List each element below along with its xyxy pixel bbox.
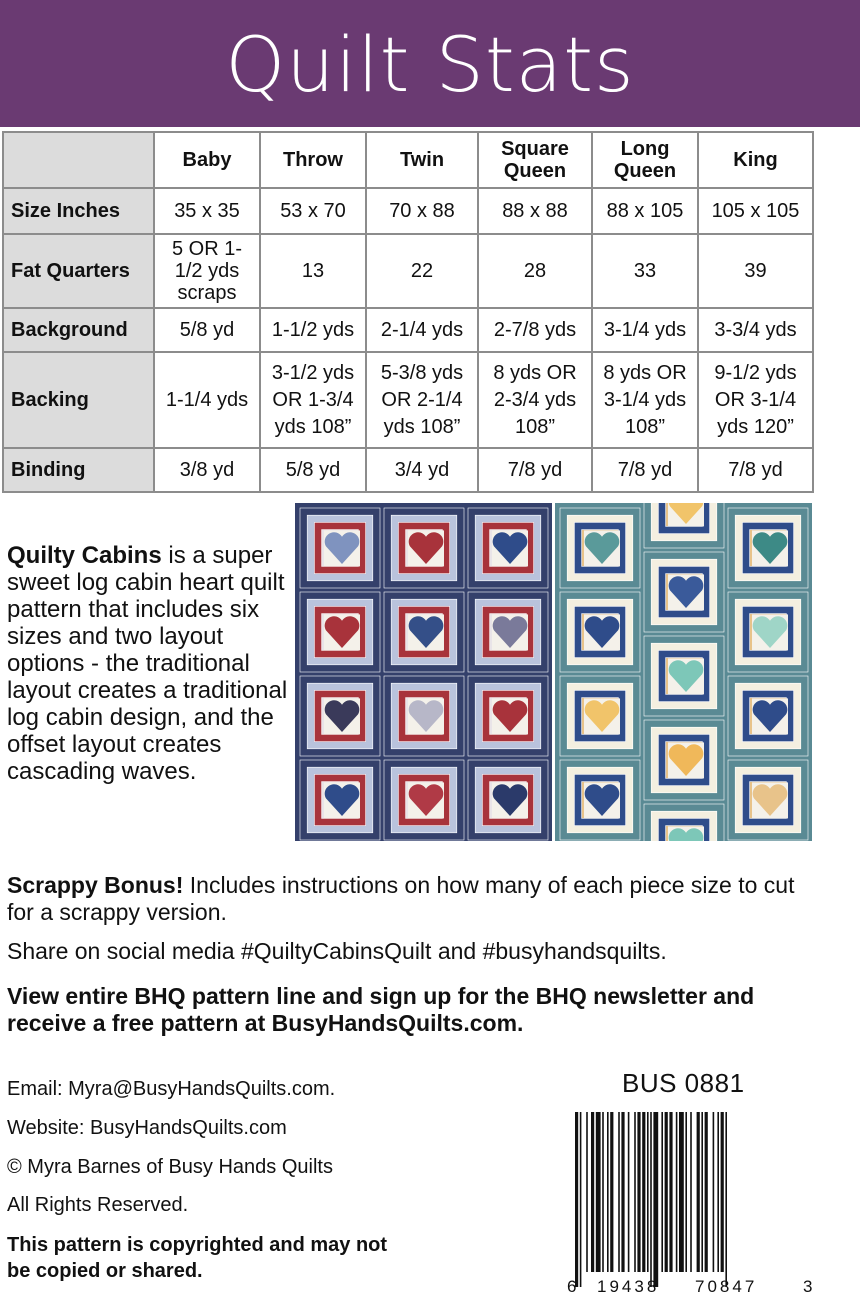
quilt-block <box>728 760 808 840</box>
row-label: Backing <box>3 352 154 448</box>
table-cell: 5-3/8 yds OR 2-1/4 yds 108” <box>366 352 478 448</box>
table-cell: 88 x 88 <box>478 188 592 234</box>
quilt-block <box>644 636 724 716</box>
row-label: Background <box>3 308 154 352</box>
quilt-block <box>728 592 808 672</box>
row-label: Binding <box>3 448 154 492</box>
table-row <box>3 308 813 352</box>
quilt-block <box>468 676 548 756</box>
table-cell: 88 x 105 <box>592 188 698 234</box>
table-cell: 1-1/4 yds <box>154 352 260 448</box>
barcode-digits-left: 19438 <box>597 1277 660 1296</box>
copyright-text: © Myra Barnes of Busy Hands Quilts <box>7 1156 333 1178</box>
table-cell: 3/4 yd <box>366 448 478 492</box>
social-share-text: Share on social media #QuiltyCabinsQuilt and #busyhandsquilts. <box>7 938 667 964</box>
table-cell: 5/8 yd <box>260 448 366 492</box>
bonus-title: Scrappy Bonus! <box>7 872 184 898</box>
newsletter-text: View entire BHQ pattern line and sign up for the BHQ newsletter and receive a free pattern at BusyHandsQuilts.com. <box>7 983 755 1036</box>
table-corner-cell <box>3 132 154 188</box>
website-text: Website: BusyHandsQuilts.com <box>7 1117 287 1139</box>
column-header: Throw <box>260 132 366 188</box>
quilt-block <box>468 592 548 672</box>
table-cell: 7/8 yd <box>698 448 813 492</box>
quilt-block <box>560 592 640 672</box>
description-text: is a super sweet log cabin heart quilt pattern that includes six sizes and two layout options - the traditional layout creates a traditional log cabin design, and the offset layout creates cascading waves. <box>7 542 288 785</box>
table-cell: 9-1/2 yds OR 3-1/4 yds 120” <box>698 352 813 448</box>
quilt-block <box>384 508 464 588</box>
email-text: Email: Myra@BusyHandsQuilts.com. <box>7 1078 336 1100</box>
quilt-block <box>468 508 548 588</box>
quilt-block <box>560 760 640 840</box>
table-cell: 70 x 88 <box>366 188 478 234</box>
table-row <box>3 188 813 234</box>
scrappy-bonus <box>7 872 827 926</box>
quilt-block <box>644 720 724 800</box>
table-cell: 3-1/4 yds <box>592 308 698 352</box>
pattern-name: Quilty Cabins <box>7 542 162 569</box>
table-cell: 53 x 70 <box>260 188 366 234</box>
table-cell: 22 <box>366 234 478 308</box>
column-header: Long Queen <box>592 132 698 188</box>
product-sku: BUS 0881 <box>622 1068 745 1098</box>
table-cell: 3-3/4 yds <box>698 308 813 352</box>
table-cell: 33 <box>592 234 698 308</box>
table-row <box>3 448 813 492</box>
barcode-image <box>565 1112 815 1297</box>
table-cell: 7/8 yd <box>478 448 592 492</box>
quilt-block <box>384 592 464 672</box>
row-label: Fat Quarters <box>3 234 154 308</box>
traditional-layout-quilt-image <box>295 503 552 841</box>
quilt-block <box>300 676 380 756</box>
copyright-notice: This pattern is copyrighted and may not be copied or shared. <box>7 1234 388 1282</box>
column-header: Square Queen <box>478 132 592 188</box>
table-cell: 7/8 yd <box>592 448 698 492</box>
table-header-row <box>3 132 813 188</box>
header-banner <box>0 0 860 127</box>
column-header: Twin <box>366 132 478 188</box>
table-cell: 3/8 yd <box>154 448 260 492</box>
quilt-block <box>468 760 548 840</box>
row-label: Size Inches <box>3 188 154 234</box>
quilt-block <box>560 508 640 588</box>
quilt-block <box>644 552 724 632</box>
quilt-block <box>644 804 724 841</box>
table-row <box>3 234 813 308</box>
table-cell: 28 <box>478 234 592 308</box>
table-cell: 2-7/8 yds <box>478 308 592 352</box>
table-cell: 8 yds OR 3-1/4 yds 108” <box>592 352 698 448</box>
quilt-block <box>728 508 808 588</box>
table-row <box>3 352 813 448</box>
table-cell: 5 OR 1-1/2 yds scraps <box>154 234 260 308</box>
barcode-digit-last: 3 <box>803 1277 813 1296</box>
table-cell: 8 yds OR 2-3/4 yds 108” <box>478 352 592 448</box>
column-header: Baby <box>154 132 260 188</box>
table-cell: 35 x 35 <box>154 188 260 234</box>
quilt-block <box>300 760 380 840</box>
barcode-digits-right: 70847 <box>695 1277 758 1296</box>
quilt-block <box>300 508 380 588</box>
quilt-block <box>644 503 724 548</box>
column-header: King <box>698 132 813 188</box>
table-cell: 1-1/2 yds <box>260 308 366 352</box>
table-cell: 2-1/4 yds <box>366 308 478 352</box>
quilt-block <box>384 676 464 756</box>
table-cell: 13 <box>260 234 366 308</box>
table-cell: 5/8 yd <box>154 308 260 352</box>
table-cell: 3-1/2 yds OR 1-3/4 yds 108” <box>260 352 366 448</box>
table-cell: 105 x 105 <box>698 188 813 234</box>
offset-layout-quilt-image <box>555 503 812 841</box>
rights-text: All Rights Reserved. <box>7 1194 189 1216</box>
table-cell: 39 <box>698 234 813 308</box>
quilt-block <box>728 676 808 756</box>
bonus-text: Includes instructions on how many of each piece size to cut for a scrappy version. <box>7 872 795 925</box>
quilt-block <box>300 592 380 672</box>
page-title: Quilt Stats <box>225 20 635 109</box>
barcode-digit-first: 6 <box>567 1277 577 1296</box>
pattern-description <box>7 542 292 785</box>
quilt-block <box>560 676 640 756</box>
quilt-stats-table <box>2 131 814 493</box>
quilt-block <box>384 760 464 840</box>
